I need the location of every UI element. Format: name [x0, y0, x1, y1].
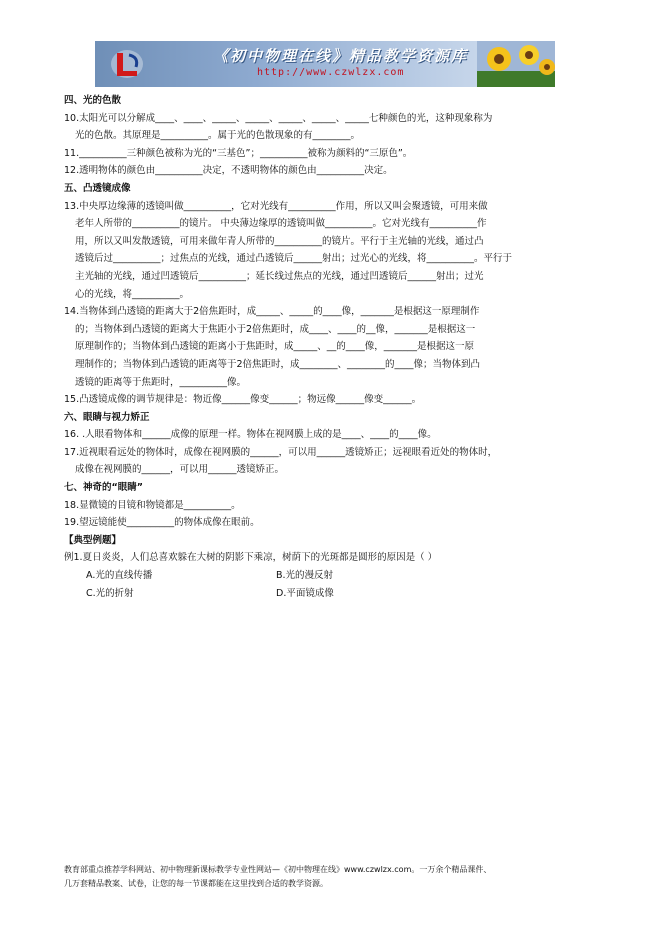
- question-line: 12.透明物体的颜色由__________决定，不透明物体的颜色由__________决定。: [64, 165, 393, 177]
- question-line: 光的色散。其原理是__________。属于光的色散现象的有________。: [75, 130, 361, 142]
- answer-option: A.光的直线传播: [86, 570, 153, 582]
- section-heading: 五、凸透镜成像: [64, 182, 131, 194]
- question-line: 18.显微镜的目镜和物镜都是__________。: [64, 499, 241, 511]
- section-heading: 七、神奇的“眼睛”: [64, 482, 143, 494]
- question-line: 老年人所带的__________的镜片。 中央薄边缘厚的透镜叫做__________。它对光线有__________作: [75, 218, 487, 230]
- header-title: 《初中物理在线》精品教学资源库: [213, 47, 469, 65]
- section-heading: 【典型例题】: [64, 534, 122, 546]
- site-logo-icon: [109, 47, 145, 81]
- question-line: 用，所以又叫发散透镜，可用来做年青人所带的__________的镜片。平行于主光轴的光线，通过凸: [75, 235, 484, 247]
- worksheet-body: [64, 92, 594, 602]
- answer-option: B.光的漫反射: [276, 570, 334, 582]
- question-line: 透镜的距离等于焦距时，__________像。: [75, 376, 247, 388]
- footer-line: 几万套精品教案、试卷，让您的每一节课都能在这里找到合适的教学资源。: [64, 879, 328, 888]
- header-url[interactable]: http://www.czwlzx.com: [257, 67, 405, 78]
- question-line: 主光轴的光线，通过凹透镜后__________；延长线过焦点的光线，通过凹透镜后______射出；过光: [75, 270, 484, 282]
- section-heading: 六、眼睛与视力矫正: [64, 411, 150, 423]
- question-line: 的；当物体到凸透镜的距离大于焦距小于2倍焦距时，成____、____的__像，_______是根据这一: [75, 323, 476, 335]
- header-banner: [95, 41, 555, 87]
- question-line: 11.__________三种颜色被称为光的“三基色”；__________被称为颜料的“三原色”。: [64, 147, 413, 159]
- question-line: 理制作的；当物体到凸透镜的距离等于2倍焦距时，成________、________的____像；当物体到凸: [75, 358, 481, 370]
- answer-options-row: [64, 585, 594, 603]
- question-line: 14.当物体到凸透镜的距离大于2倍焦距时，成_____、_____的____像，_______是根据这一原理制作: [64, 306, 480, 318]
- question-line: 心的光线，将__________。: [75, 288, 190, 300]
- footer-line: 教育部重点推荐学科网站、初中物理新课标教学专业性网站—《初中物理在线》www.czwlzx.com。一万余个精品课件、: [64, 865, 492, 874]
- sunflower-icon: [477, 41, 555, 87]
- answer-options-row: [64, 567, 594, 585]
- question-line: 16. .人眼看物体和______成像的原理一样。物体在视网膜上成的是____、____的____像。: [64, 429, 437, 441]
- answer-option: C.光的折射: [86, 587, 134, 599]
- question-line: 成像在视网膜的______，可以用______透镜矫正。: [75, 464, 285, 476]
- question-line: 13.中央厚边缘薄的透镜叫做__________，它对光线有__________作用，所以又叫会聚透镜，可用来做: [64, 200, 488, 212]
- question-line: 透镜后过__________；过焦点的光线，通过凸透镜后______射出；过光心的光线，将__________。平行于: [75, 253, 513, 265]
- question-line: 17.近视眼看远处的物体时，成像在视网膜的______，可以用______透镜矫正；远视眼看近处的物体时，: [64, 446, 498, 458]
- question-line: 原理制作的；当物体到凸透镜的距离小于焦距时，成_____、__的____像，_______是根据这一原: [75, 341, 475, 353]
- answer-option: D.平面镜成像: [276, 587, 334, 599]
- question-line: 19.望远镜能使__________的物体成像在眼前。: [64, 517, 260, 529]
- page-footer: [64, 863, 604, 891]
- question-line: 10.太阳光可以分解成____、____、_____、_____、_____、_____、_____七种颜色的光，这种现象称为: [64, 112, 493, 124]
- section-heading: 四、光的色散: [64, 95, 122, 106]
- question-line: 例1.夏日炎炎，人们总喜欢躲在大树的阴影下乘凉，树荫下的光斑都是圆形的原因是（ ）: [64, 552, 438, 564]
- question-line: 15.凸透镜成像的调节规律是：物近像______像变______；物远像______像变______。: [64, 394, 422, 406]
